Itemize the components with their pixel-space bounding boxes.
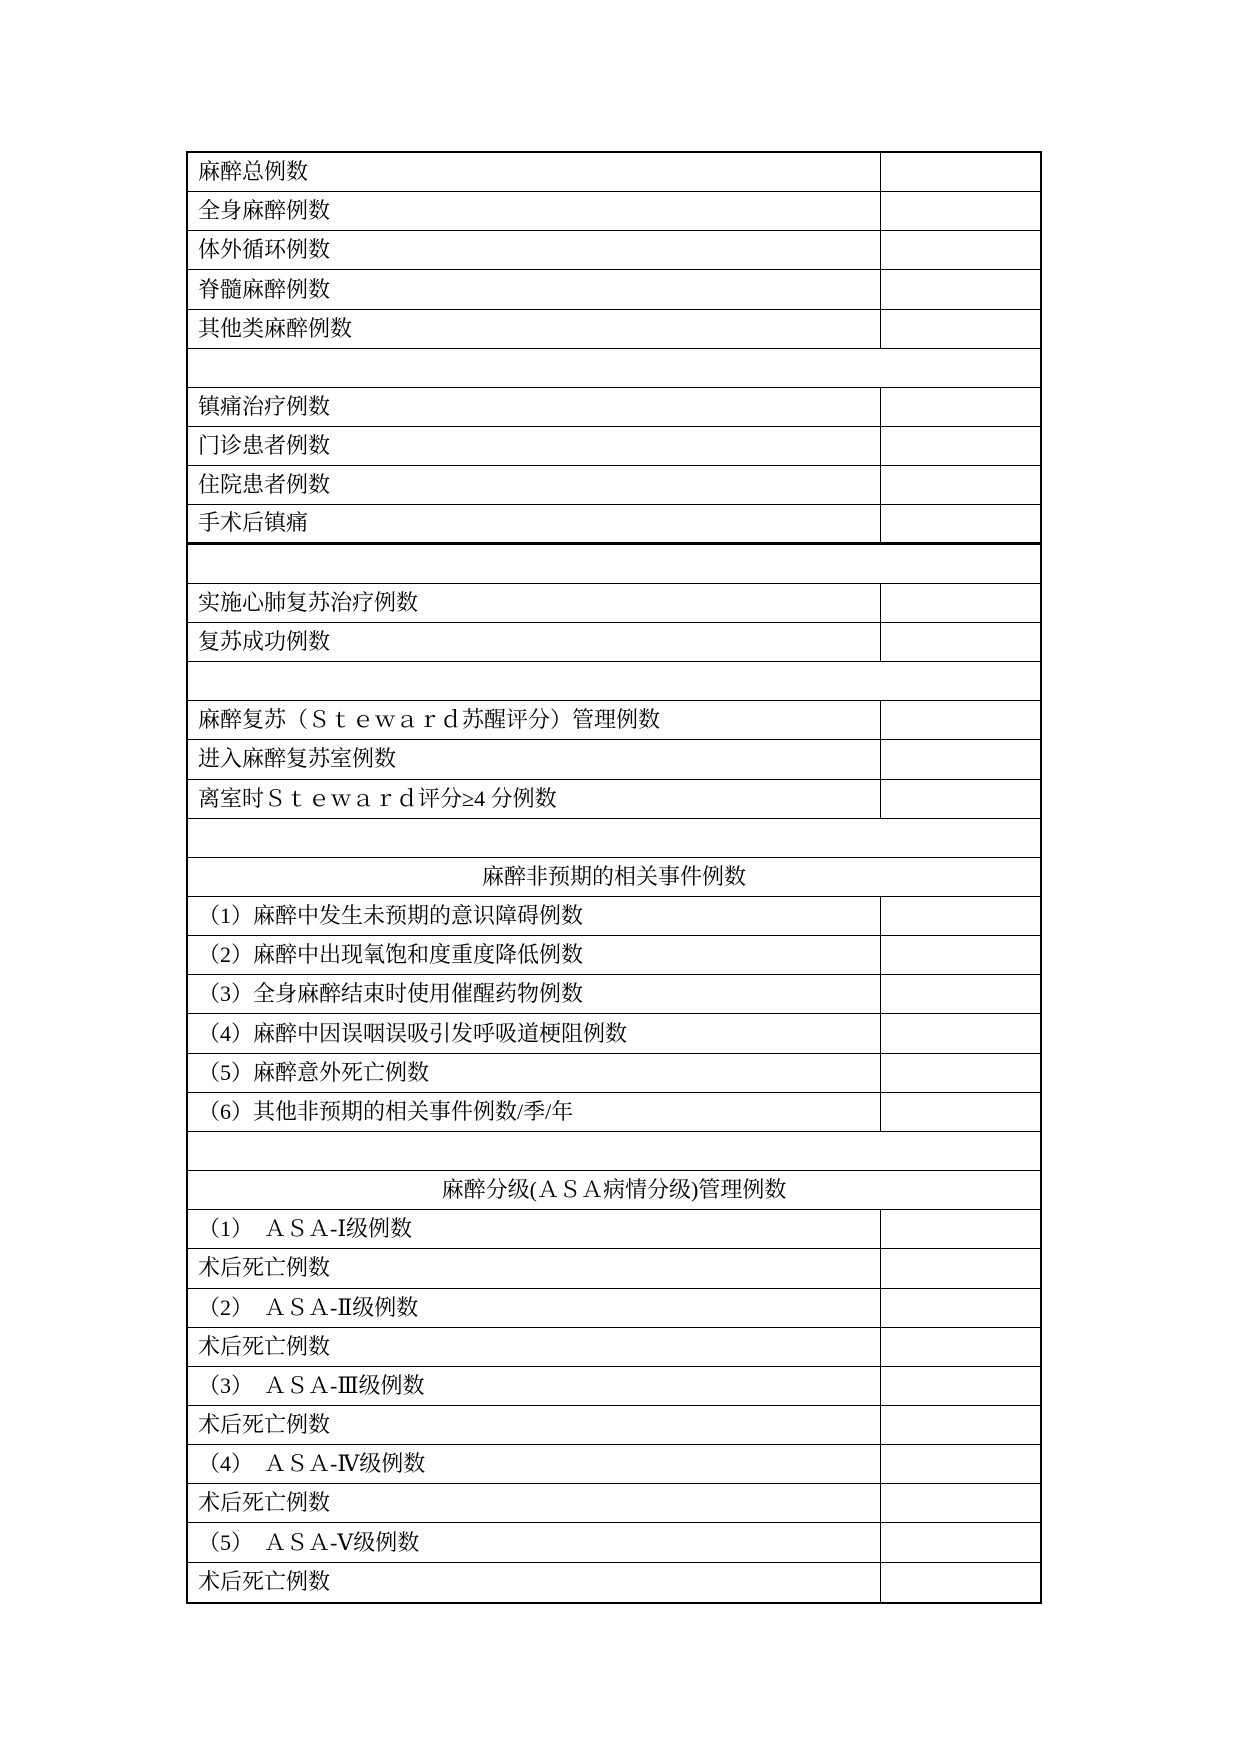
row-label: 术后死亡例数 [188, 1484, 881, 1522]
row-label: （5） ＡＳＡ-Ⅴ级例数 [188, 1523, 881, 1561]
table-row [188, 1093, 1040, 1132]
spacer-cell [188, 545, 1040, 583]
value-cell [881, 1484, 1040, 1522]
value-cell [881, 1367, 1040, 1405]
table-row [188, 975, 1040, 1014]
value-cell [881, 897, 1040, 935]
table-row [188, 1367, 1040, 1406]
table-row [188, 936, 1040, 975]
table-row [188, 1054, 1040, 1093]
row-label: 术后死亡例数 [188, 1249, 881, 1287]
row-label: 实施心肺复苏治疗例数 [188, 584, 881, 622]
value-cell [881, 1249, 1040, 1287]
value-cell [881, 1445, 1040, 1483]
value-cell [881, 740, 1040, 778]
spacer-cell [188, 662, 1040, 700]
table-row [188, 505, 1040, 544]
value-cell [881, 780, 1040, 818]
value-cell [881, 1523, 1040, 1561]
row-label: 体外循环例数 [188, 231, 881, 269]
section-header-label: 麻醉分级(ＡＳＡ病情分级)管理例数 [441, 1177, 787, 1203]
row-label: （1）麻醉中发生未预期的意识障碍例数 [188, 897, 881, 935]
table-row [188, 701, 1040, 740]
row-label: 住院患者例数 [188, 466, 881, 504]
table-row [188, 1289, 1040, 1328]
value-cell [881, 1328, 1040, 1366]
table-row [188, 897, 1040, 936]
table-row [188, 388, 1040, 427]
table-row [188, 192, 1040, 231]
value-cell [881, 1210, 1040, 1248]
value-cell [881, 1093, 1040, 1131]
row-label: 门诊患者例数 [188, 427, 881, 465]
anesthesia-stats-table [186, 151, 1042, 1604]
table-row [188, 780, 1040, 819]
row-label: （6）其他非预期的相关事件例数/季/年 [188, 1093, 881, 1131]
spacer-row [188, 349, 1040, 388]
table-row [188, 1445, 1040, 1484]
table-row [188, 1406, 1040, 1445]
row-label: 其他类麻醉例数 [188, 310, 881, 348]
row-label: 手术后镇痛 [188, 505, 881, 541]
spacer-cell [188, 819, 1040, 857]
spacer-cell [188, 349, 1040, 387]
table-row [188, 1328, 1040, 1367]
table-row [188, 1484, 1040, 1523]
row-label: 离室时Ｓｔｅｗａｒｄ评分≥4 分例数 [188, 780, 881, 818]
value-cell [881, 192, 1040, 230]
table-row [188, 1014, 1040, 1053]
value-cell [881, 936, 1040, 974]
table-row [188, 1210, 1040, 1249]
value-cell [881, 466, 1040, 504]
spacer-row [188, 662, 1040, 701]
section-header-row [188, 1171, 1040, 1210]
value-cell [881, 701, 1040, 739]
row-label: 术后死亡例数 [188, 1563, 881, 1602]
value-cell [881, 1563, 1040, 1602]
value-cell [881, 1289, 1040, 1327]
table-row [188, 231, 1040, 270]
value-cell [881, 505, 1040, 541]
value-cell [881, 623, 1040, 661]
table-row [188, 1249, 1040, 1288]
row-label: 麻醉总例数 [188, 153, 881, 191]
value-cell [881, 153, 1040, 191]
section-header-label: 麻醉非预期的相关事件例数 [481, 863, 746, 889]
value-cell [881, 1406, 1040, 1444]
value-cell [881, 388, 1040, 426]
row-label: 进入麻醉复苏室例数 [188, 740, 881, 778]
row-label: 全身麻醉例数 [188, 192, 881, 230]
row-label: 镇痛治疗例数 [188, 388, 881, 426]
row-label: （4） ＡＳＡ-Ⅳ级例数 [188, 1445, 881, 1483]
table-row [188, 584, 1040, 623]
value-cell [881, 310, 1040, 348]
value-cell [881, 427, 1040, 465]
row-label: 脊髓麻醉例数 [188, 270, 881, 308]
section-header-row [188, 858, 1040, 897]
table-row [188, 623, 1040, 662]
value-cell [881, 1054, 1040, 1092]
value-cell [881, 584, 1040, 622]
value-cell [881, 231, 1040, 269]
value-cell [881, 270, 1040, 308]
table-row [188, 270, 1040, 309]
value-cell [881, 975, 1040, 1013]
spacer-row [188, 1132, 1040, 1171]
row-label: （4）麻醉中因误咽误吸引发呼吸道梗阻例数 [188, 1014, 881, 1052]
row-label: 麻醉复苏（Ｓｔｅｗａｒｄ苏醒评分）管理例数 [188, 701, 881, 739]
row-label: 术后死亡例数 [188, 1328, 881, 1366]
table-row [188, 740, 1040, 779]
spacer-row [188, 545, 1040, 584]
table-row [188, 1523, 1040, 1562]
table-row [188, 466, 1040, 505]
spacer-row [188, 819, 1040, 858]
spacer-cell [188, 1132, 1040, 1170]
table-row [188, 1563, 1040, 1602]
row-label: （3）全身麻醉结束时使用催醒药物例数 [188, 975, 881, 1013]
row-label: （5）麻醉意外死亡例数 [188, 1054, 881, 1092]
row-label: 复苏成功例数 [188, 623, 881, 661]
row-label: 术后死亡例数 [188, 1406, 881, 1444]
row-label: （1） ＡＳＡ-Ⅰ级例数 [188, 1210, 881, 1248]
row-label: （3） ＡＳＡ-Ⅲ级例数 [188, 1367, 881, 1405]
table-row [188, 427, 1040, 466]
row-label: （2） ＡＳＡ-Ⅱ级例数 [188, 1289, 881, 1327]
value-cell [881, 1014, 1040, 1052]
table-row [188, 153, 1040, 192]
table-row [188, 310, 1040, 349]
row-label: （2）麻醉中出现氧饱和度重度降低例数 [188, 936, 881, 974]
